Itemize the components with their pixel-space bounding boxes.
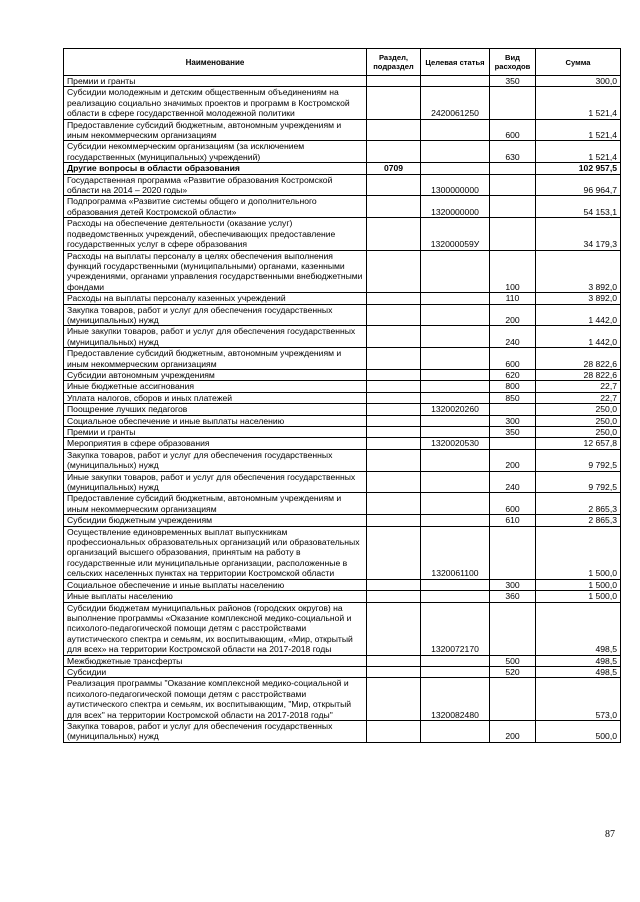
cell-sum: 300,0 [536, 76, 621, 87]
cell-type [490, 404, 536, 415]
cell-section [367, 196, 421, 218]
table-row [64, 326, 621, 348]
cell-section [367, 438, 421, 449]
cell-sum: 28 822,6 [536, 369, 621, 380]
cell-section [367, 392, 421, 403]
cell-sum: 28 822,6 [536, 348, 621, 370]
cell-name: Иные выплаты населению [64, 591, 367, 602]
cell-target [421, 76, 490, 87]
cell-section [367, 369, 421, 380]
cell-target: 2420061250 [421, 87, 490, 119]
cell-name: Субсидии бюджетным учреждениям [64, 515, 367, 526]
cell-target [421, 471, 490, 493]
cell-type: 800 [490, 381, 536, 392]
table-row [64, 526, 621, 579]
table-row [64, 369, 621, 380]
cell-name: Расходы на обеспечение деятельности (оказание услуг) подведомственных учреждений, обеспечивающих предоставление государственных услуг в сфере образования [64, 218, 367, 250]
cell-sum: 9 792,5 [536, 449, 621, 471]
table-row [64, 493, 621, 515]
cell-name: Расходы на выплаты персоналу казенных учреждений [64, 293, 367, 304]
cell-name: Мероприятия в сфере образования [64, 438, 367, 449]
cell-name: Субсидии бюджетам муниципальных районов (городских округов) на выполнение программы «Оказание комплексной медико-социальной и психолого-педагогической помощи детям с расстройствами аутистического спектра и семьям, их воспитывающим, «Мир, открытый для всех» на территории Костромской области на 2017-2018 годы [64, 602, 367, 655]
cell-target: 1320082480 [421, 678, 490, 721]
cell-target [421, 141, 490, 163]
cell-type: 300 [490, 579, 536, 590]
table-row [64, 471, 621, 493]
cell-target [421, 720, 490, 742]
cell-name: Реализация программы "Оказание комплексной медико-социальной и психолого-педагогической помощи детям с расстройствами аутистического спектра и семьям, их воспитывающим, "Мир, открытый для всех" на территории Костромской области на 2017-2018 годы" [64, 678, 367, 721]
cell-name: Субсидии автономным учреждениям [64, 369, 367, 380]
cell-type: 600 [490, 348, 536, 370]
cell-section [367, 579, 421, 590]
cell-section [367, 381, 421, 392]
table-row [64, 678, 621, 721]
header-target: Целевая статья [421, 49, 490, 76]
table-row [64, 392, 621, 403]
cell-section [367, 415, 421, 426]
cell-section [367, 515, 421, 526]
cell-type [490, 87, 536, 119]
cell-section [367, 326, 421, 348]
cell-sum: 22,7 [536, 381, 621, 392]
cell-target [421, 591, 490, 602]
cell-type: 850 [490, 392, 536, 403]
cell-type [490, 678, 536, 721]
table-row [64, 579, 621, 590]
cell-section: 0709 [367, 163, 421, 174]
table-header [64, 49, 621, 76]
cell-sum: 1 521,4 [536, 119, 621, 141]
cell-section [367, 87, 421, 119]
cell-target [421, 655, 490, 666]
cell-section [367, 404, 421, 415]
cell-type: 100 [490, 250, 536, 293]
cell-section [367, 666, 421, 677]
cell-name: Закупка товаров, работ и услуг для обеспечения государственных (муниципальных) нужд [64, 304, 367, 326]
cell-target [421, 515, 490, 526]
cell-target [421, 293, 490, 304]
cell-sum: 2 865,3 [536, 515, 621, 526]
cell-name: Субсидии [64, 666, 367, 677]
cell-name: Осуществление единовременных выплат выпускникам профессиональных образовательных организаций или образовательных организаций высшего образования, принятым на работу в государственные или муниципальные организации, расположенные в сельских населенных пунктах на территории Костромской области [64, 526, 367, 579]
cell-section [367, 250, 421, 293]
cell-sum: 500,0 [536, 720, 621, 742]
cell-type: 200 [490, 304, 536, 326]
cell-target: 1320072170 [421, 602, 490, 655]
cell-type: 520 [490, 666, 536, 677]
cell-target: 1320000000 [421, 196, 490, 218]
header-name: Наименование [64, 49, 367, 76]
cell-target [421, 493, 490, 515]
cell-name: Закупка товаров, работ и услуг для обеспечения государственных (муниципальных) нужд [64, 720, 367, 742]
cell-section [367, 655, 421, 666]
cell-target [421, 326, 490, 348]
table-row [64, 196, 621, 218]
cell-target [421, 250, 490, 293]
cell-sum: 102 957,5 [536, 163, 621, 174]
cell-section [367, 141, 421, 163]
cell-target [421, 369, 490, 380]
budget-table [63, 48, 621, 743]
cell-target: 1320020530 [421, 438, 490, 449]
cell-sum: 250,0 [536, 427, 621, 438]
table-row [64, 141, 621, 163]
cell-type: 630 [490, 141, 536, 163]
cell-name: Государственная программа «Развитие образования Костромской области на 2014 – 2020 годы» [64, 174, 367, 196]
cell-sum: 2 865,3 [536, 493, 621, 515]
cell-section [367, 427, 421, 438]
cell-sum: 573,0 [536, 678, 621, 721]
cell-type [490, 163, 536, 174]
cell-section [367, 119, 421, 141]
cell-sum: 498,5 [536, 666, 621, 677]
cell-section [367, 602, 421, 655]
cell-type: 360 [490, 591, 536, 602]
cell-section [367, 304, 421, 326]
cell-type: 240 [490, 326, 536, 348]
cell-sum: 1 500,0 [536, 579, 621, 590]
table-row [64, 404, 621, 415]
cell-sum: 498,5 [536, 602, 621, 655]
cell-name: Субсидии молодежным и детским общественным объединениям на реализацию социально значимых проектов и программ в Костромской области в сфере государственной молодежной политики [64, 87, 367, 119]
cell-target [421, 415, 490, 426]
cell-type [490, 174, 536, 196]
cell-name: Подпрограмма «Развитие системы общего и дополнительного образования детей Костромской области» [64, 196, 367, 218]
cell-section [367, 493, 421, 515]
table-row [64, 348, 621, 370]
cell-target [421, 348, 490, 370]
cell-section [367, 591, 421, 602]
table-row [64, 304, 621, 326]
cell-type: 350 [490, 76, 536, 87]
table-row [64, 602, 621, 655]
cell-name: Премии и гранты [64, 427, 367, 438]
cell-target [421, 163, 490, 174]
table-row [64, 427, 621, 438]
cell-type: 500 [490, 655, 536, 666]
table-row [64, 381, 621, 392]
table-row [64, 250, 621, 293]
cell-section [367, 174, 421, 196]
cell-target: 1320061100 [421, 526, 490, 579]
table-row [64, 591, 621, 602]
cell-name: Предоставление субсидий бюджетным, автономным учреждениям и иным некоммерческим организациям [64, 119, 367, 141]
cell-type: 200 [490, 720, 536, 742]
cell-type [490, 196, 536, 218]
cell-sum: 250,0 [536, 404, 621, 415]
cell-name: Иные закупки товаров, работ и услуг для обеспечения государственных (муниципальных) нужд [64, 326, 367, 348]
cell-target: 1320020260 [421, 404, 490, 415]
cell-type: 300 [490, 415, 536, 426]
cell-name: Расходы на выплаты персоналу в целях обеспечения выполнения функций государственными (муниципальными) органами, казенными учреждениями, органами управления государственными внебюджетными фондами [64, 250, 367, 293]
cell-sum: 34 179,3 [536, 218, 621, 250]
cell-type: 600 [490, 119, 536, 141]
cell-name: Премии и гранты [64, 76, 367, 87]
cell-target [421, 119, 490, 141]
cell-sum: 1 521,4 [536, 141, 621, 163]
table-row [64, 666, 621, 677]
cell-type: 620 [490, 369, 536, 380]
table-row [64, 218, 621, 250]
table-row [64, 174, 621, 196]
cell-section [367, 293, 421, 304]
cell-target: 1300000000 [421, 174, 490, 196]
header-type: Вид расходов [490, 49, 536, 76]
cell-name: Закупка товаров, работ и услуг для обеспечения государственных (муниципальных) нужд [64, 449, 367, 471]
cell-target [421, 666, 490, 677]
cell-sum: 96 964,7 [536, 174, 621, 196]
cell-name: Иные закупки товаров, работ и услуг для обеспечения государственных (муниципальных) нужд [64, 471, 367, 493]
cell-section [367, 218, 421, 250]
table-row [64, 76, 621, 87]
cell-sum: 1 500,0 [536, 591, 621, 602]
cell-type [490, 218, 536, 250]
cell-section [367, 348, 421, 370]
cell-target [421, 427, 490, 438]
cell-target [421, 449, 490, 471]
table-row [64, 438, 621, 449]
cell-type [490, 602, 536, 655]
cell-sum: 1 442,0 [536, 304, 621, 326]
cell-sum: 3 892,0 [536, 250, 621, 293]
table-row [64, 655, 621, 666]
table-row [64, 119, 621, 141]
cell-name: Предоставление субсидий бюджетным, автономным учреждениям и иным некоммерческим организациям [64, 493, 367, 515]
cell-name: Социальное обеспечение и иные выплаты населению [64, 415, 367, 426]
cell-target: 132000059У [421, 218, 490, 250]
cell-type: 610 [490, 515, 536, 526]
table-row [64, 720, 621, 742]
header-section: Раздел, подраздел [367, 49, 421, 76]
cell-type: 200 [490, 449, 536, 471]
cell-name: Межбюджетные трансферты [64, 655, 367, 666]
table-body [64, 76, 621, 743]
page-number: 87 [605, 829, 615, 840]
cell-target [421, 579, 490, 590]
cell-name: Социальное обеспечение и иные выплаты населению [64, 579, 367, 590]
cell-sum: 1 521,4 [536, 87, 621, 119]
cell-type: 350 [490, 427, 536, 438]
cell-sum: 12 657,8 [536, 438, 621, 449]
cell-sum: 498,5 [536, 655, 621, 666]
cell-type: 600 [490, 493, 536, 515]
cell-name: Поощрение лучших педагогов [64, 404, 367, 415]
cell-name: Другие вопросы в области образования [64, 163, 367, 174]
cell-type: 110 [490, 293, 536, 304]
cell-section [367, 720, 421, 742]
cell-sum: 54 153,1 [536, 196, 621, 218]
cell-sum: 1 442,0 [536, 326, 621, 348]
cell-type: 240 [490, 471, 536, 493]
table-row [64, 87, 621, 119]
cell-section [367, 449, 421, 471]
cell-section [367, 678, 421, 721]
cell-section [367, 76, 421, 87]
table-row [64, 293, 621, 304]
table-row [64, 515, 621, 526]
table-row [64, 449, 621, 471]
cell-section [367, 526, 421, 579]
cell-target [421, 392, 490, 403]
cell-target [421, 381, 490, 392]
cell-sum: 3 892,0 [536, 293, 621, 304]
cell-type [490, 526, 536, 579]
table-row [64, 163, 621, 174]
budget-table-container [63, 48, 620, 743]
cell-name: Иные бюджетные ассигнования [64, 381, 367, 392]
header-sum: Сумма [536, 49, 621, 76]
cell-sum: 9 792,5 [536, 471, 621, 493]
cell-name: Уплата налогов, сборов и иных платежей [64, 392, 367, 403]
cell-sum: 250,0 [536, 415, 621, 426]
cell-sum: 1 500,0 [536, 526, 621, 579]
cell-target [421, 304, 490, 326]
cell-section [367, 471, 421, 493]
cell-name: Субсидии некоммерческим организациям (за исключением государственных (муниципальных) учреждений) [64, 141, 367, 163]
table-row [64, 415, 621, 426]
cell-sum: 22,7 [536, 392, 621, 403]
cell-type [490, 438, 536, 449]
cell-name: Предоставление субсидий бюджетным, автономным учреждениям и иным некоммерческим организациям [64, 348, 367, 370]
